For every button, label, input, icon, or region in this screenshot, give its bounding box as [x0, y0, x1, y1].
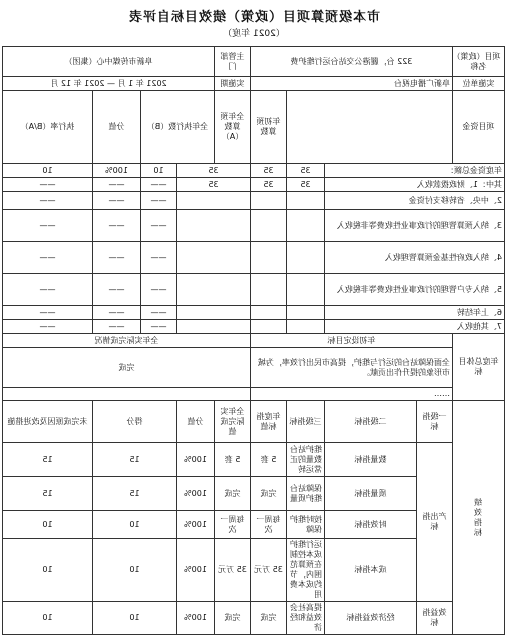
funds-cell: —— [141, 192, 177, 210]
page-title: 市本级预算项目（政策）绩效目标自评表 [128, 10, 381, 25]
funds-row-label: 其中：1、财政拨款收入 [325, 178, 505, 192]
indicator-pct: 100% [177, 539, 215, 602]
funds-row-label: 2、中央、省转移支付资金 [325, 192, 505, 210]
indicator-l3: 维护站台数量的正常运转 [287, 443, 325, 477]
funds-cell [177, 242, 251, 274]
funds-cell: 35 [287, 178, 325, 192]
funds-cell: —— [93, 320, 141, 334]
funds-cell [251, 210, 287, 242]
indicator-actual: 35 万元 [215, 539, 251, 602]
funds-cell [177, 192, 251, 210]
funds-cell [177, 274, 251, 306]
impl-unit2-value: 阜新广播电视台 [251, 77, 453, 91]
funds-cell: 100% [93, 164, 141, 178]
indicator-l2: 数量指标 [325, 443, 417, 477]
funds-cell: —— [141, 274, 177, 306]
indicator-actual: 每周一次 [215, 511, 251, 539]
funds-row-label: 7、其他收入 [325, 320, 505, 334]
impl-unit-label: 实施单位 [453, 77, 505, 91]
project-name-label: 项目（政策）名称 [453, 47, 505, 77]
impl-unit-value: 阜新市传媒中心（集团） [3, 47, 215, 77]
indicator-l3: 按时维护保障 [287, 511, 325, 539]
goals-planned-header: 年初设定目标 [251, 334, 453, 348]
indicator-target: 35 万元 [251, 539, 287, 602]
funds-row-label: 年度资金总额： [325, 164, 505, 178]
funds-cell: —— [3, 320, 93, 334]
funds-cell [251, 274, 287, 306]
indicator-l2: 时效指标 [325, 511, 417, 539]
funds-header-1: 年初预算数 [251, 91, 287, 164]
indicator-row [3, 602, 505, 635]
indicator-target: 每周一次 [251, 511, 287, 539]
indicator-l2: 成本指标 [325, 539, 417, 602]
impl-unit-row [3, 77, 505, 91]
funds-row-label: 3、纳入预算管理的行政事业性收费等非税收入 [325, 210, 505, 242]
indicators-header: 得分 [93, 401, 177, 443]
funds-header-blank [287, 91, 453, 164]
funds-row-label: 5、纳入专户管理的行政事业性收费等非税收入 [325, 274, 505, 306]
indicator-score2: 15 [3, 443, 93, 477]
funds-cell: —— [93, 274, 141, 306]
indicators-header: 分值 [177, 401, 215, 443]
funds-cell: —— [93, 178, 141, 192]
funds-cell: 35 [287, 164, 325, 178]
indicator-score2: 15 [3, 477, 93, 511]
goals-section-label: 年度总体目标 [453, 334, 505, 401]
funds-cell: 35 [177, 164, 251, 178]
funds-cell: —— [3, 306, 93, 320]
funds-header-row [3, 91, 505, 164]
funds-cell: —— [3, 274, 93, 306]
funds-header-2: 全年预算数（A） [215, 91, 251, 164]
indicator-pct: 100% [177, 443, 215, 477]
indicator-pct: 100% [177, 477, 215, 511]
indicator-pct: 100% [177, 511, 215, 539]
goals-planned-text: 全面保障站台的运行与维护，提高市民出行效率，为城市形象的提升作出贡献。 [251, 348, 453, 388]
funds-cell [251, 306, 287, 320]
funds-cell [177, 306, 251, 320]
period-label: 实施期 [215, 77, 251, 91]
funds-row-label: 4、纳入政府性基金预算管理收入 [325, 242, 505, 274]
indicator-l3: 保障站台维护质量 [287, 477, 325, 511]
indicator-target: 完成 [251, 477, 287, 511]
funds-cell [251, 192, 287, 210]
funds-row [3, 320, 505, 334]
funds-cell: —— [93, 192, 141, 210]
funds-section-label: 项目资金 [453, 91, 505, 164]
dept-label: 主管部门 [215, 47, 251, 77]
funds-cell: —— [141, 320, 177, 334]
indicator-l3: 运行维护成本控制在预算范围内，节约成本费用 [287, 539, 325, 602]
indicator-score: 15 [93, 443, 177, 477]
indicators-header: 全年实际完成值 [215, 401, 251, 443]
funds-cell [287, 320, 325, 334]
indicators-header: 二级指标 [325, 401, 417, 443]
indicators-header: 三级指标 [287, 401, 325, 443]
indicator-score2: 10 [3, 602, 93, 635]
indicator-actual: 5 套 [215, 443, 251, 477]
indicator-score: 15 [93, 477, 177, 511]
indicators-section-label: 绩效指标 [453, 401, 505, 635]
funds-row [3, 274, 505, 306]
indicator-score2: 10 [3, 511, 93, 539]
indicators-header: 一级指标 [417, 401, 453, 443]
goals-actual-header: 全年实际完成情况 [3, 334, 251, 348]
output-indicator-label: 产出指标 [417, 443, 453, 602]
goals-dots: …… [251, 388, 453, 401]
funds-row [3, 242, 505, 274]
funds-row [3, 164, 505, 178]
indicator-score: 10 [93, 511, 177, 539]
funds-cell [251, 242, 287, 274]
indicators-header-row [3, 401, 505, 443]
indicator-actual: 完成 [215, 477, 251, 511]
funds-cell [287, 210, 325, 242]
funds-cell [177, 210, 251, 242]
indicator-l2: 质量指标 [325, 477, 417, 511]
funds-cell: —— [3, 192, 93, 210]
indicator-score: 10 [93, 539, 177, 602]
funds-cell: —— [3, 210, 93, 242]
goals-actual-text: 完成 [3, 348, 251, 388]
funds-cell: —— [141, 306, 177, 320]
indicator-actual: 完成 [215, 602, 251, 635]
goals-dots-row [3, 388, 505, 401]
funds-cell: —— [93, 306, 141, 320]
indicators-header: 未完成原因及改进措施 [3, 401, 93, 443]
indicator-score2: 10 [3, 539, 93, 602]
funds-cell: —— [141, 210, 177, 242]
funds-cell: —— [141, 178, 177, 192]
indicators-header: 年度指标值 [251, 401, 287, 443]
effect-indicator-label: 效益指标 [417, 602, 453, 635]
funds-row [3, 210, 505, 242]
goals-header-row [3, 334, 505, 348]
indicator-l2: 经济效益指标 [325, 602, 417, 635]
funds-cell [287, 274, 325, 306]
funds-cell [177, 320, 251, 334]
funds-cell [287, 306, 325, 320]
funds-cell: —— [93, 210, 141, 242]
funds-row [3, 178, 505, 192]
funds-cell [287, 192, 325, 210]
funds-row-label: 6、上年结转 [325, 306, 505, 320]
indicator-row [3, 443, 505, 477]
funds-cell: —— [93, 242, 141, 274]
indicator-pct: 100% [177, 602, 215, 635]
period-value: 2021 年 1 月 — 2021 年 12 月 [3, 77, 215, 91]
funds-row [3, 306, 505, 320]
indicator-score: 10 [93, 602, 177, 635]
funds-cell: 35 [251, 178, 287, 192]
funds-cell: 35 [177, 178, 251, 192]
evaluation-table [2, 46, 505, 635]
indicator-target: 5 套 [251, 443, 287, 477]
funds-header-5: 执行率（B/A） [3, 91, 93, 164]
funds-cell: 35 [251, 164, 287, 178]
page-subtitle: （2021 年度） [223, 29, 285, 39]
funds-cell: —— [141, 242, 177, 274]
funds-cell [287, 242, 325, 274]
funds-cell [251, 320, 287, 334]
funds-row [3, 192, 505, 210]
funds-cell: 10 [141, 164, 177, 178]
indicator-l3: 提高社会效益和经济 [287, 602, 325, 635]
goals-dots-blank [3, 388, 251, 401]
funds-cell: 10 [3, 164, 93, 178]
funds-cell: —— [3, 178, 93, 192]
goals-body-row [3, 348, 505, 388]
project-name-value: 322 台，麗港公交站台运行维护费 [251, 47, 453, 77]
funds-cell: —— [3, 242, 93, 274]
project-name-row [3, 47, 505, 77]
funds-header-4: 分值 [93, 91, 141, 164]
indicator-target: 完成 [251, 602, 287, 635]
funds-header-3: 全年执行数（B） [141, 91, 215, 164]
